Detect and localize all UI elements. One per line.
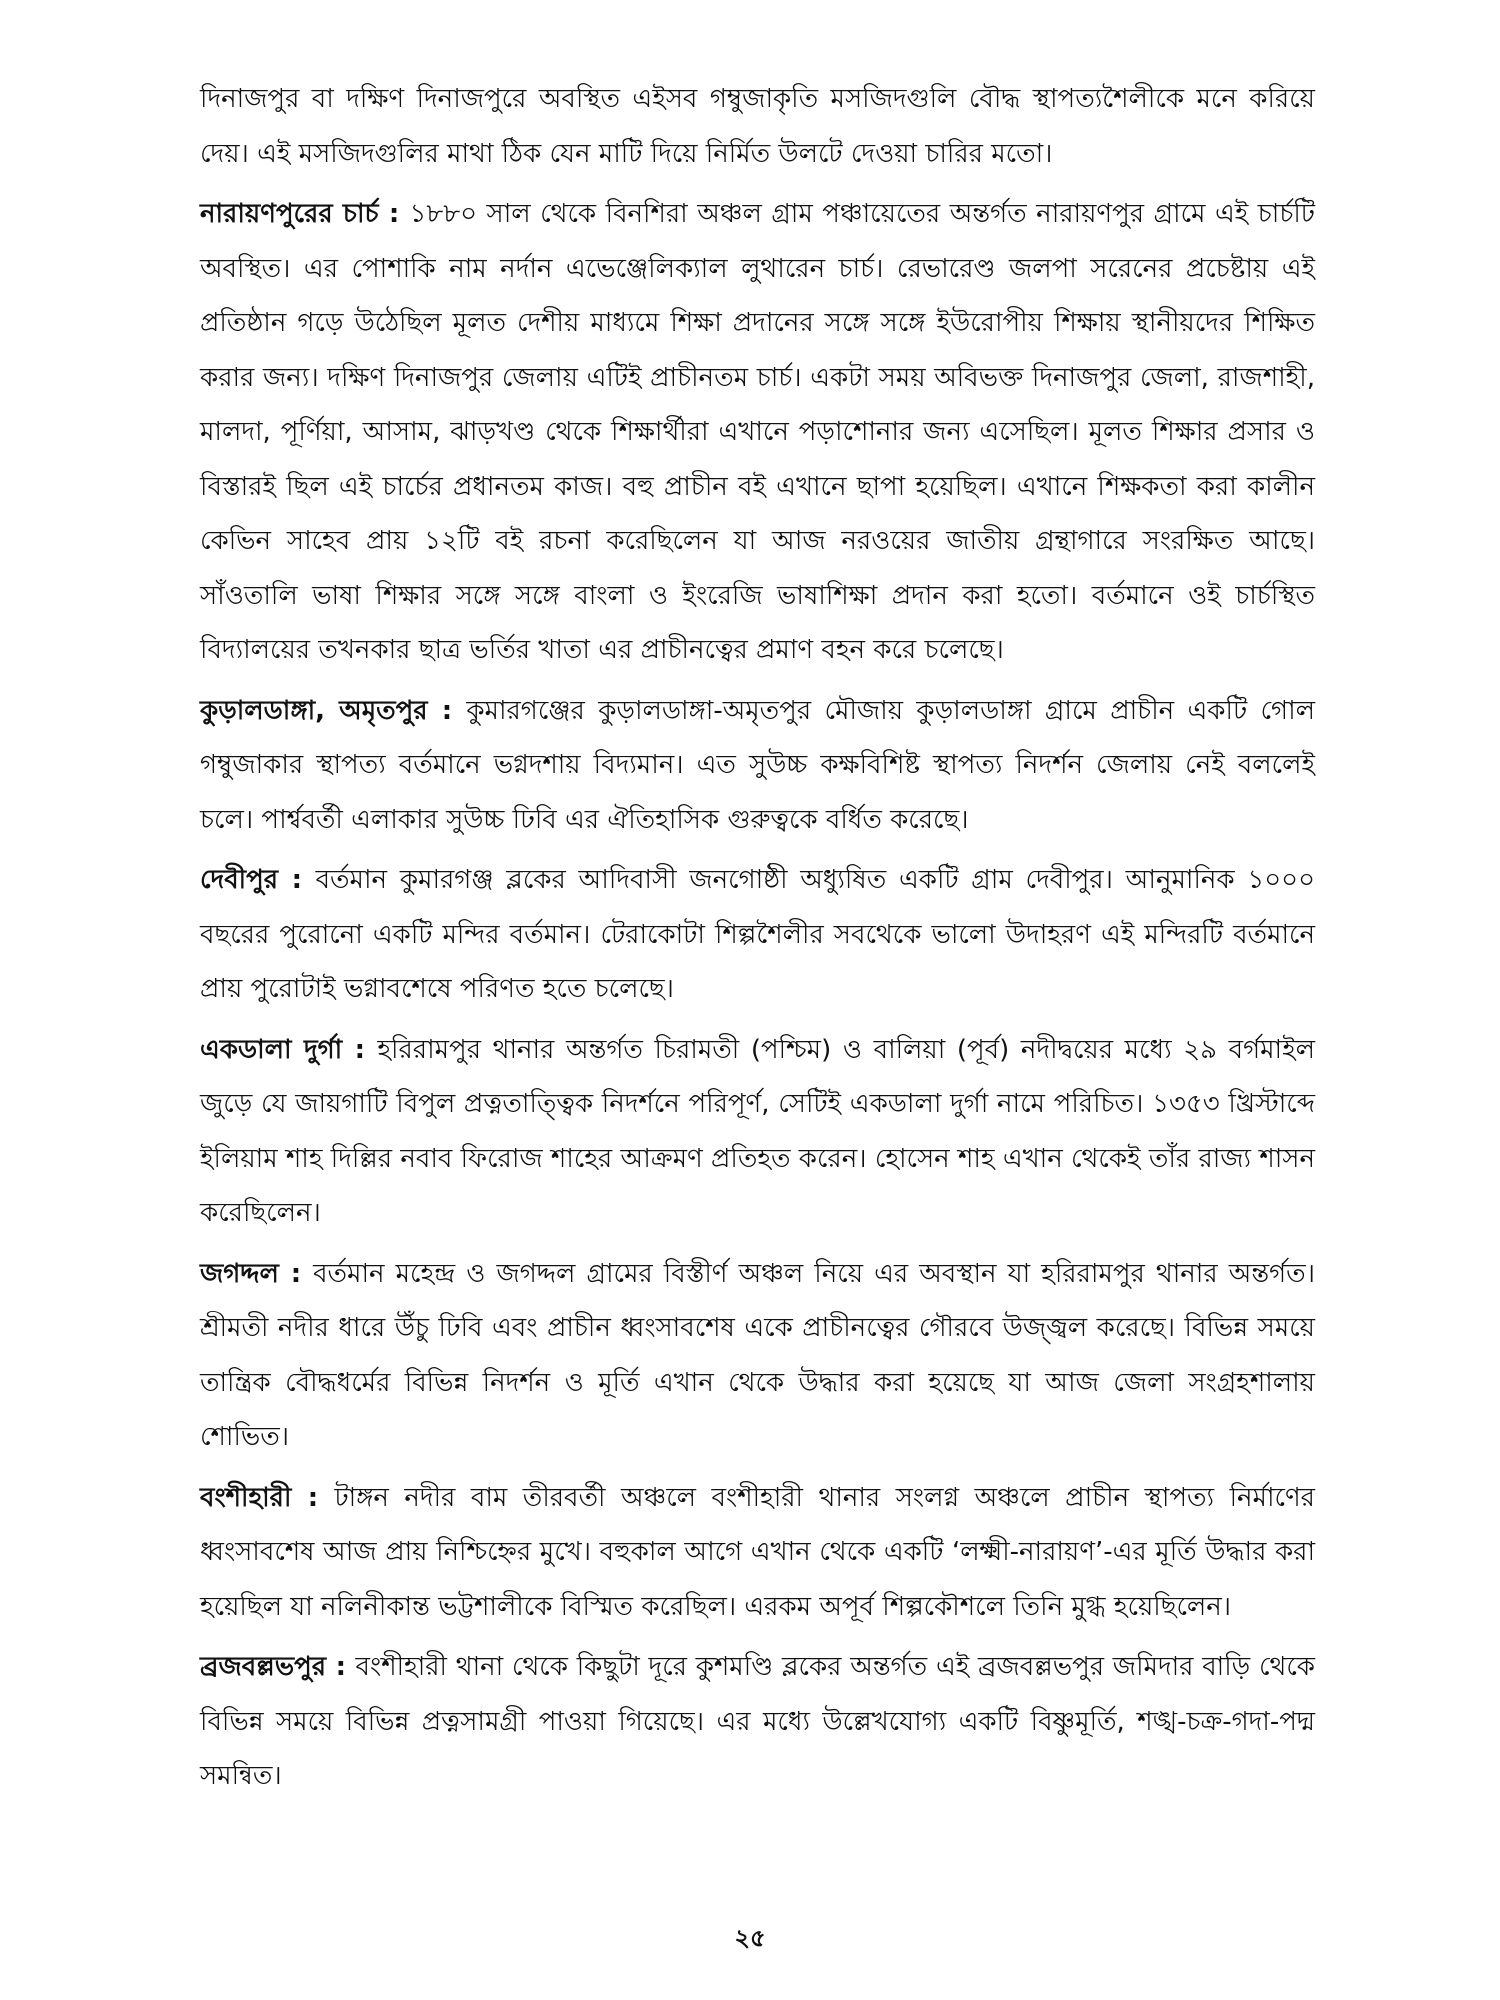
section-body: কুমারগঞ্জের কুড়ালডাঙ্গা-অমৃতপুর মৌজায় কুড়ালডাঙ্গা গ্রামে প্রাচীন একটি গোল গম্বুজাকার স্থাপত্য বর্তমানে ভগ্নদশায় বিদ্যমান। এত সুউচ্চ কক্ষবিশিষ্ট স্থাপত্য নিদর্শন জেলায় নেই বললেই চলে। পার্শ্ববর্তী এলাকার সুউচ্চ ঢিবি এর ঐতিহাসিক গুরুত্বকে বর্ধিত করেছে। <box>200 695 1315 835</box>
section-heading: একডালা দুর্গা <box>200 1034 343 1065</box>
section-heading: দেবীপুর <box>200 865 279 895</box>
heading-separator: : <box>342 1034 378 1065</box>
section-bangshihari <box>200 1471 1315 1635</box>
section-heading: কুড়ালডাঙ্গা, অমৃতপুর <box>200 695 428 726</box>
heading-separator: : <box>291 1482 335 1513</box>
section-body: টাঙ্গন নদীর বাম তীরবর্তী অঞ্চলে বংশীহারী থানার সংলগ্ন অঞ্চলে প্রাচীন স্থাপত্য নির্মাণের ধ্বংসাবশেষ আজ প্রায় নিশ্চিহ্নের মুখে। বহুকাল আগে এখান থেকে একটি ‘লক্ষ্মী-নারায়ণ’-এর মূর্তি উদ্ধার করা হয়েছিল যা নলিনীকান্ত ভট্টশালীকে বিস্মিত করেছিল। এরকম অপূর্ব শিল্পকৌশলে তিনি মুগ্ধ হয়েছিলেন। <box>200 1482 1315 1622</box>
section-jagaddal <box>200 1247 1315 1465</box>
page-body <box>200 72 1315 1810</box>
section-narayanpur-church <box>200 187 1315 678</box>
section-body: হরিরামপুর থানার অন্তর্গত চিরামতী (পশ্চিম) ও বালিয়া (পূর্ব) নদীদ্বয়ের মধ্যে ২৯ বর্গমাইল জুড়ে যে জায়গাটি বিপুল প্রত্নতাত্ত্বিক নিদর্শনে পরিপূর্ণ, সেটিই একডালা দুর্গা নামে পরিচিত। ১৩৫৩ খ্রিস্টাব্দে ইলিয়াম শাহ দিল্লির নবাব ফিরোজ শাহের আক্রমণ প্রতিহত করেন। হোসেন শাহ এখান থেকেই তাঁর রাজ্য শাসন করেছিলেন। <box>200 1034 1315 1228</box>
heading-separator: : <box>278 1258 314 1289</box>
heading-separator: : <box>326 1652 356 1682</box>
section-body: বর্তমান কুমারগঞ্জ ব্লকের আদিবাসী জনগোষ্ঠী অধ্যুষিত একটি গ্রাম দেবীপুর। আনুমানিক ১০০০ বছরের পুরোনো একটি মন্দির বর্তমান। টেরাকোটা শিল্পশৈলীর সবথেকে ভালো উদাহরণ এই মন্দিরটি বর্তমানে প্রায় পুরোটাই ভগ্নাবশেষে পরিণত হতে চলেছে। <box>200 865 1315 1004</box>
section-brajaballavpur <box>200 1640 1315 1804</box>
section-ekdala-durga <box>200 1023 1315 1241</box>
section-debipur <box>200 853 1315 1017</box>
heading-separator: : <box>427 695 467 726</box>
section-body: বংশীহারী থানা থেকে কিছুটা দূরে কুশমণ্ডি ব্লকের অন্তর্গত এই ব্রজবল্লভপুর জমিদার বাড়ি থেকে বিভিন্ন সময়ে বিভিন্ন প্রত্নসামগ্রী পাওয়া গিয়েছে। এর মধ্যে উল্লেখযোগ্য একটি বিষ্ণুমূর্তি, শঙ্খ-চক্র-গদা-পদ্ম সমন্বিত। <box>200 1652 1315 1791</box>
section-kuraldanga <box>200 684 1315 848</box>
heading-separator: : <box>378 199 410 229</box>
section-heading: ব্রজবল্লভপুর <box>200 1652 327 1682</box>
section-heading: বংশীহারী <box>200 1482 292 1513</box>
section-heading: নারায়ণপুরের চার্চ <box>200 199 379 229</box>
page-number: ২৫ <box>734 1924 766 1952</box>
section-body: বর্তমান মহেন্দ্র ও জগদ্দল গ্রামের বিস্তীর্ণ অঞ্চল নিয়ে এর অবস্থান যা হরিরামপুর থানার অন্তর্গত। শ্রীমতী নদীর ধারে উঁচু ঢিবি এবং প্রাচীন ধ্বংসাবশেষ একে প্রাচীনত্বের গৌরবে উজ্জ্বল করেছে। বিভিন্ন সময়ে তান্ত্রিক বৌদ্ধধর্মের বিভিন্ন নিদর্শন ও মূর্তি এখান থেকে উদ্ধার করা হয়েছে যা আজ জেলা সংগ্রহশালায় শোভিত। <box>200 1258 1315 1452</box>
heading-separator: : <box>278 865 316 895</box>
intro-paragraph: দিনাজপুর বা দক্ষিণ দিনাজপুরে অবস্থিত এইসব গম্বুজাকৃতি মসজিদগুলি বৌদ্ধ স্থাপত্যশৈলীকে মনে করিয়ে দেয়। এই মসজিদগুলির মাথা ঠিক যেন মাটি দিয়ে নির্মিত উলটে দেওয়া চারির মতো। <box>200 84 1315 169</box>
section-body: ১৮৮০ সাল থেকে বিনশিরা অঞ্চল গ্রাম পঞ্চায়েতের অন্তর্গত নারায়ণপুর গ্রামে এই চার্চটি অবস্থিত। এর পোশাকি নাম নর্দান এভেঞ্জেলিক্যাল লুথারেন চার্চ। রেভারেণ্ড জলপা সরেনের প্রচেষ্টায় এই প্রতিষ্ঠান গড়ে উঠেছিল মূলত দেশীয় মাধ্যমে শিক্ষা প্রদানের সঙ্গে সঙ্গে ইউরোপীয় শিক্ষায় স্থানীয়দের শিক্ষিত করার জন্য। দক্ষিণ দিনাজপুর জেলায় এটিই প্রাচীনতম চার্চ। একটা সময় অবিভক্ত দিনাজপুর জেলা, রাজশাহী, মালদা, পূর্ণিয়া, আসাম, ঝাড়খণ্ড থেকে শিক্ষার্থীরা এখানে পড়াশোনার জন্য এসেছিল। মূলত শিক্ষার প্রসার ও বিস্তারই ছিল এই চার্চের প্রধানতম কাজ। বহু প্রাচীন বই এখানে ছাপা হয়েছিল। এখানে শিক্ষকতা করা কালীন কেভিন সাহেব প্রায় ১২টি বই রচনা করেছিলেন যা আজ নরওয়ের জাতীয় গ্রন্থাগারে সংরক্ষিত আছে। সাঁওতালি ভাষা শিক্ষার সঙ্গে সঙ্গে বাংলা ও ইংরেজি ভাষাশিক্ষা প্রদান করা হতো। বর্তমানে ওই চার্চস্থিত বিদ্যালয়ের তখনকার ছাত্র ভর্তির খাতা এর প্রাচীনত্বের প্রমাণ বহন করে চলেছে। <box>200 199 1315 665</box>
section-heading: জগদ্দল <box>200 1258 279 1289</box>
